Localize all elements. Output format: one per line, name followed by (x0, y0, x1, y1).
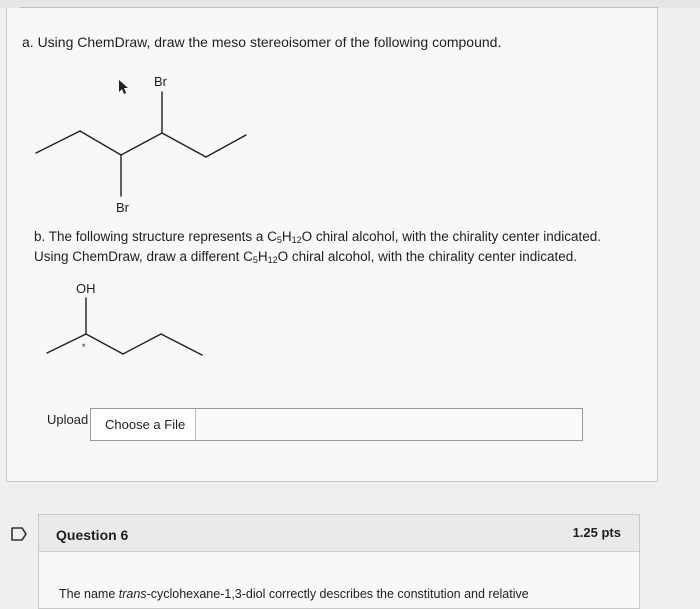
question-6-panel (38, 514, 640, 609)
bromine-top-label: Br (154, 74, 167, 89)
question-title: Question 6 (56, 527, 129, 543)
part-b-prompt-line1: b. The following structure represents a $C_5H_{12}O$ chiral alcohol, with the chirality center indicated. (34, 229, 602, 245)
bromine-bottom-label: Br (116, 200, 129, 215)
file-upload-field[interactable] (90, 408, 583, 441)
bookmark-flag-icon[interactable] (9, 526, 29, 542)
part-b-prompt-line2: Using ChemDraw, draw a different $C_5H_{12}O$ chiral alcohol, with the chirality center indicated. (34, 249, 578, 265)
choose-file-button[interactable]: Choose a File (91, 409, 196, 440)
chirality-center-marker: * (82, 342, 86, 352)
bond (86, 334, 123, 354)
bond (47, 334, 86, 353)
upload-label: Upload (47, 412, 89, 427)
bond (123, 334, 161, 354)
hydroxyl-label: OH (76, 281, 96, 296)
bond (161, 334, 202, 355)
part-a-prompt: a. Using ChemDraw, draw the meso stereoisomer of the following compound. (22, 34, 502, 50)
question-text: The name trans-cyclohexane-1,3-diol correctly describes the constitution and relative (59, 587, 529, 601)
question-points: 1.25 pts (572, 525, 621, 540)
question-header (39, 515, 639, 552)
